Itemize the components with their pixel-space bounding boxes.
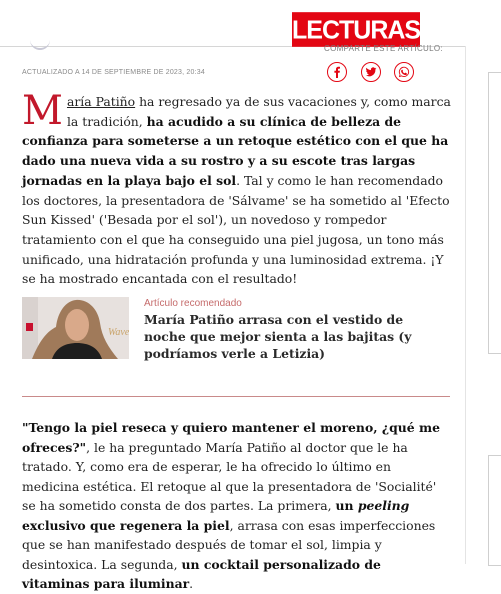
share-label: COMPARTE ESTE ARTÍCULO:: [324, 44, 443, 53]
recommended-label: Artículo recomendado: [144, 298, 242, 309]
peeling-italic: peeling: [357, 498, 410, 513]
recommended-article-thumbnail[interactable]: [22, 297, 129, 359]
whatsapp-icon: [398, 66, 410, 78]
thumbnail-image: [22, 297, 129, 359]
author-avatar: [30, 40, 50, 50]
paragraph-bold: ha acudido a su clínica de belleza de confianza para someterse a un retoque estético con el que ha dado una nueva vida a su rostro y a su escote tras largas jornadas en la playa bajo el sol: [22, 113, 449, 188]
side-rail-panel: [488, 455, 501, 566]
twitter-share-button[interactable]: [361, 62, 381, 82]
maria-patino-link[interactable]: aría Patiño: [66, 94, 136, 109]
recommended-article-title[interactable]: María Patiño arrasa con el vestido de noche que mejor sienta a las bajitas (y podríamos verle a Letizia): [144, 312, 412, 361]
paragraph-bold: un cocktail personalizado de vitaminas para iluminar: [22, 556, 381, 591]
article-body: [22, 88, 452, 289]
side-rail-panel: [488, 72, 501, 354]
paragraph-bold: [335, 498, 409, 513]
article-paragraph: [22, 418, 452, 594]
twitter-icon: [365, 66, 377, 78]
facebook-icon: [331, 66, 343, 78]
peeling-prefix: un: [335, 498, 358, 513]
whatsapp-share-button[interactable]: [394, 62, 414, 82]
section-divider: [22, 396, 450, 397]
paragraph-bold: exclusivo que regenera la piel: [22, 517, 230, 533]
drop-cap: M: [22, 88, 63, 134]
quote-bold: "Tengo la piel reseca y quiero mantener el moreno, ¿qué me ofreces?": [22, 420, 440, 455]
recommended-article-card[interactable]: [22, 297, 452, 359]
thumbnail-wave-text: Wave: [108, 327, 129, 338]
paragraph-text: .: [189, 576, 194, 591]
paragraph-text: ha regresado ya de sus vacaciones y, como marca la tradición,: [66, 94, 451, 129]
article-paragraph: [22, 88, 452, 289]
content-right-border: [465, 46, 466, 564]
paragraph-text: , le ha preguntado María Patiño al doctor que le ha tratado. Y, como era de esperar, le ha ofrecido lo último en medicina estética. El retoque al que la presentadora de 'Socialité' se ha sometido consta de dos partes. La primera,: [22, 439, 437, 513]
lecturas-logo[interactable]: LECTURAS: [292, 12, 420, 47]
facebook-share-button[interactable]: [327, 62, 347, 82]
paragraph-text: . Tal y como le han recomendado los doctores, la presentadora de 'Sálvame' se ha sometido al 'Efecto Sun Kissed' ('Besada por el sol'), un novedoso y rompedor tratamiento con el que ha conseguido una piel jugosa, un tono más unificado, una hidratación profunda y una luminosidad extrema. ¡Y se ha mostrado encantada con el resultado!: [22, 172, 450, 287]
paragraph-text: , arrasa con esas imperfecciones que se han manifestado después de tomar el sol, limpia y desintoxica. La segunda,: [22, 517, 436, 572]
updated-timestamp: ACTUALIZADO A 14 DE SEPTIEMBRE DE 2023, 20:34: [22, 69, 205, 76]
